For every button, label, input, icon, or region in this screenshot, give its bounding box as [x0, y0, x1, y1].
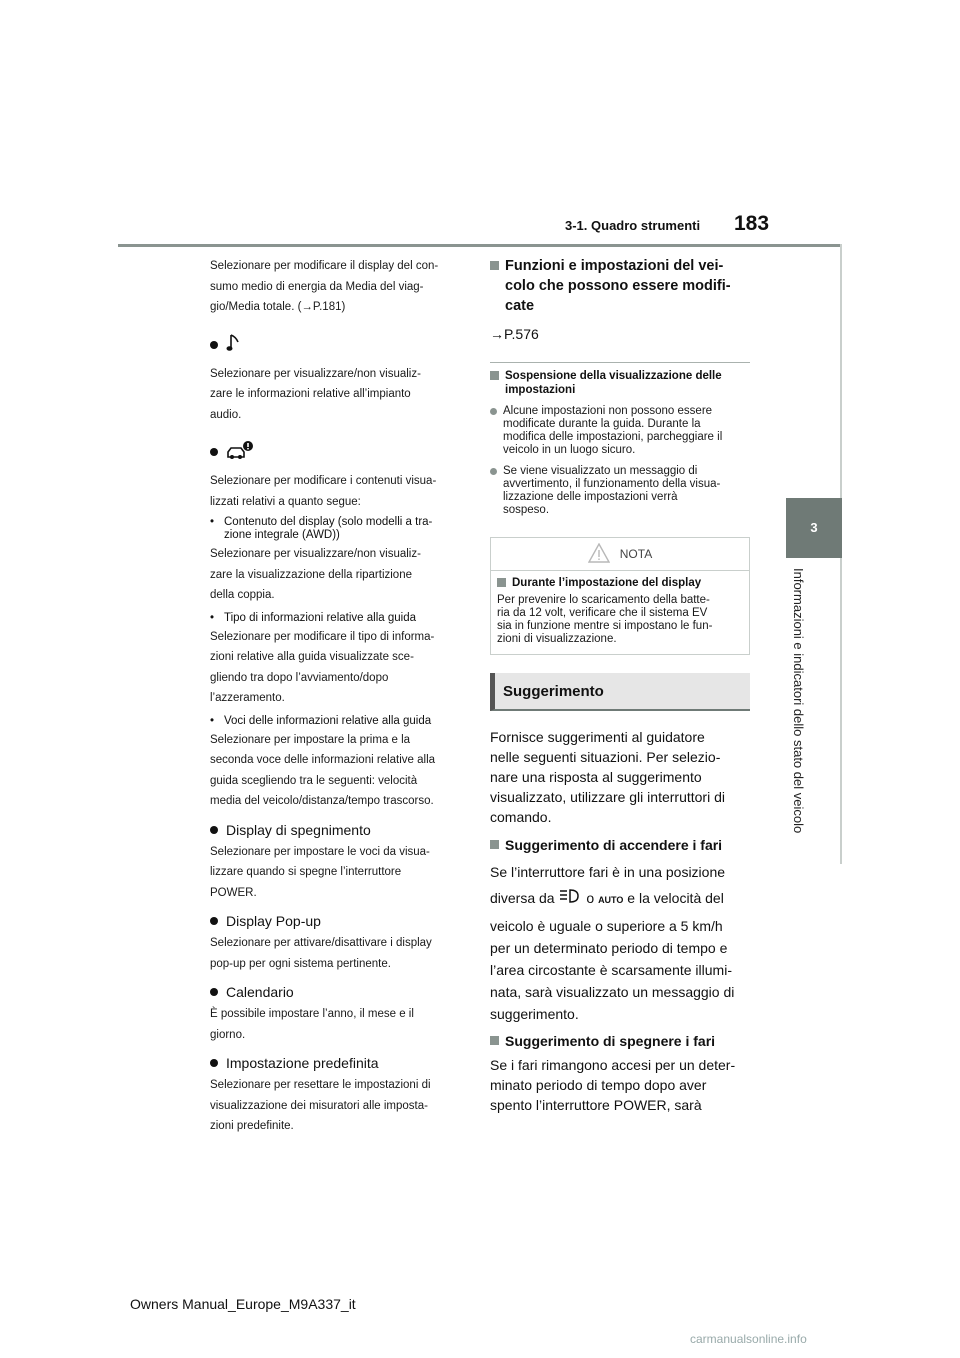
- paragraph: [210, 933, 470, 974]
- text-line: giorno.: [210, 1028, 246, 1041]
- paragraph: [210, 730, 470, 812]
- text-line: nelle seguenti situazioni. Per selezio-: [490, 749, 721, 765]
- left-column: [210, 256, 470, 1137]
- bullet-audio: [210, 332, 470, 358]
- text-line: lizzazione delle impostazioni verrà: [503, 491, 678, 503]
- paragraph: [210, 364, 470, 426]
- nota-body: [491, 571, 749, 654]
- heading: [490, 256, 750, 316]
- text-line: veicolo è uguale o superiore a 5 km/h: [490, 918, 723, 935]
- divider: [490, 362, 750, 363]
- text-line: modifica delle impostazioni, parcheggiare il: [503, 431, 723, 443]
- bullet-item: [210, 822, 470, 838]
- chapter-label: Informazioni e indicatori dello stato del veicolo: [791, 568, 806, 834]
- text-line: Selezionare per modificare il tipo di informa-: [210, 630, 435, 643]
- bullet-dot: [490, 408, 497, 415]
- nota-header: [491, 538, 749, 571]
- paragraph: [490, 861, 750, 1025]
- text-line: avvertimento, il funzionamento della visua-: [503, 478, 721, 490]
- chapter-tab: 3: [786, 498, 842, 558]
- text-line: nare una risposta al suggerimento: [490, 769, 702, 785]
- text-line: sia in funzione mentre si impostano le fun-: [497, 620, 713, 632]
- text-line: media del veicolo/distanza/tempo trascorso.: [210, 795, 434, 807]
- text-line: Selezionare per visualizzare/non visualiz-: [210, 548, 421, 560]
- sub-bullet: [210, 516, 470, 542]
- text-line: lizzare quando si spegne l’interruttore: [210, 866, 402, 878]
- text-line: Suggerimento di accendere i fari: [505, 837, 723, 853]
- warning-triangle-icon: [588, 543, 610, 566]
- text-line: Alcune impostazioni non possono essere: [503, 405, 713, 417]
- text-line: colo che possono essere modifi-: [505, 278, 731, 294]
- text-line: spento l’interruttore POWER, sarà: [490, 1097, 702, 1114]
- nota-heading: [497, 576, 743, 590]
- text-line: Tipo di informazioni relative alla guida: [224, 611, 416, 624]
- note-item: [490, 405, 750, 457]
- paragraph: [490, 727, 750, 827]
- heading-marker: [490, 261, 499, 270]
- text-line: zioni di visualizzazione.: [497, 633, 617, 645]
- text-line: Selezionare per impostare le voci da visua-: [210, 845, 430, 858]
- sub-bullet-mark: •: [210, 611, 215, 624]
- text-line: lizzati relativi a quanto segue:: [210, 495, 361, 508]
- text-line: impostazioni: [505, 384, 576, 396]
- text-line: Per prevenire lo scaricamento della batte-: [497, 594, 710, 606]
- text-line: modificate durante la guida. Durante la: [503, 418, 701, 430]
- text-line: veicolo in un luogo sicuro.: [503, 444, 636, 456]
- bullet-dot: [210, 448, 218, 456]
- text-line: visualizzazione dei misuratori alle imposta-: [210, 1099, 428, 1112]
- page-number: 183: [734, 212, 770, 235]
- paragraph: [210, 1075, 470, 1137]
- bullet-item: [210, 984, 470, 1000]
- sub-bullet-mark: •: [210, 516, 215, 528]
- bullet-vehicle: [210, 439, 470, 465]
- bullet-label: Impostazione predefinita: [226, 1055, 379, 1071]
- text-line: Funzioni e impostazioni del vei-: [505, 258, 724, 274]
- text-line: Selezionare per modificare i contenuti visua-: [210, 475, 437, 487]
- bullet-label: Calendario: [226, 984, 294, 1000]
- text-line: della coppia.: [210, 589, 275, 601]
- heading: [490, 835, 750, 855]
- paragraph: [210, 471, 470, 512]
- text-line: Se i fari rimangono accesi per un deter-: [490, 1057, 736, 1074]
- text-line: zioni predefinite.: [210, 1120, 294, 1132]
- text-line: gliendo tra dopo l’avviamento/dopo: [210, 671, 389, 684]
- bullet-dot: [210, 917, 218, 925]
- car-info-icon: [226, 440, 254, 465]
- header-rule: [118, 244, 842, 247]
- text-line: zioni relative alla guida visualizzate sce-: [210, 651, 414, 663]
- nota-box: [490, 537, 750, 655]
- text-line: Suggerimento di spegnere i fari: [505, 1033, 716, 1050]
- text-line: sumo medio di energia da Media del viag-: [210, 280, 424, 293]
- text-line: Sospensione della visualizzazione delle: [505, 370, 722, 382]
- paragraph: [210, 842, 470, 904]
- heading-marker: [490, 371, 499, 380]
- heading-marker: [497, 578, 506, 587]
- text-line: guida scegliendo tra le seguenti: velocità: [210, 774, 418, 787]
- nota-text: [497, 594, 743, 646]
- text-line: l’azzeramento.: [210, 692, 285, 704]
- text-line-with-icons: [490, 887, 750, 911]
- paragraph: [210, 256, 470, 318]
- text-line: zare la visualizzazione della ripartizione: [210, 568, 412, 581]
- bullet-item: [210, 913, 470, 929]
- text-line: Fornisce suggerimenti al guidatore: [490, 729, 705, 745]
- note-item: [490, 465, 750, 517]
- suggerimento-header: Suggerimento: [490, 673, 750, 711]
- headlight-icon: [558, 887, 582, 911]
- bullet-item: [210, 1055, 470, 1071]
- text-line: visualizzato, utilizzare gli interruttori di: [490, 789, 725, 805]
- paragraph: [490, 1055, 750, 1115]
- subheading: [490, 369, 750, 397]
- bullet-label: Display Pop-up: [226, 913, 321, 929]
- text-fragment: o: [586, 890, 595, 906]
- watermark: carmanualsonline.info: [690, 1332, 807, 1346]
- text-line: nata, sarà visualizzato un messaggio di: [490, 984, 735, 1001]
- text-line: suggerimento.: [490, 1006, 579, 1023]
- heading: [490, 1031, 750, 1051]
- footer-text: Owners Manual_Europe_M9A337_it: [130, 1296, 356, 1312]
- text-line: Selezionare per modificare il display del con-: [210, 260, 439, 272]
- text-line: zione integrale (AWD)): [224, 529, 340, 541]
- text-line: cate: [505, 298, 535, 314]
- text-line: Se viene visualizzato un messaggio di: [503, 465, 698, 477]
- sub-bullet: [210, 612, 470, 625]
- text-line: ria da 12 volt, verificare che il sistema EV: [497, 607, 708, 619]
- text-line: Durante l’impostazione del display: [512, 577, 702, 589]
- bullet-dot: [490, 468, 497, 475]
- bullet-dot: [210, 826, 218, 834]
- text-line: Contenuto del display (solo modelli a tra-: [224, 516, 433, 528]
- bullet-label: Display di spegnimento: [226, 821, 371, 838]
- heading-marker: [490, 840, 499, 849]
- nota-label: NOTA: [619, 547, 653, 561]
- heading-marker: [490, 1036, 499, 1045]
- text-fragment: e la velocità del: [627, 890, 724, 906]
- text-line: comando.: [490, 809, 552, 825]
- sub-bullet-mark: •: [210, 714, 215, 727]
- text-line: Voci delle informazioni relative alla guida: [224, 714, 432, 727]
- text-line: POWER.: [210, 886, 257, 899]
- text-line: zare le informazioni relative all’impianto: [210, 388, 411, 400]
- text-line: l’area circostante è scarsamente illumi-: [490, 962, 732, 979]
- text-fragment: diversa da: [490, 890, 555, 906]
- music-note-icon: [226, 333, 242, 356]
- text-line: audio.: [210, 408, 242, 421]
- text-line: pop-up per ogni sistema pertinente.: [210, 957, 391, 970]
- page-reference: →P.576: [490, 326, 539, 342]
- section-title: 3-1. Quadro strumenti: [565, 218, 701, 233]
- text-line: Selezionare per attivare/disattivare i display: [210, 937, 432, 949]
- bullet-dot: [210, 1059, 218, 1067]
- text-line: Selezionare per visualizzare/non visualiz-: [210, 367, 421, 380]
- sub-bullet: [210, 715, 470, 728]
- right-column: [490, 256, 750, 1115]
- text-line: per un determinato periodo di tempo e: [490, 940, 728, 957]
- text-line: sospeso.: [503, 504, 550, 516]
- text-line: Selezionare per impostare la prima e la: [210, 733, 411, 746]
- bullet-dot: [210, 988, 218, 996]
- paragraph: [210, 1004, 470, 1045]
- text-line: È possibile impostare l’anno, il mese e il: [210, 1008, 414, 1020]
- bullet-dot: [210, 341, 218, 349]
- text-line: minato periodo di tempo dopo aver: [490, 1077, 707, 1094]
- paragraph: [210, 544, 470, 606]
- text-line: gio/Media totale. (→P.181): [210, 301, 346, 313]
- text-line: seconda voce delle informazioni relative alla: [210, 754, 436, 766]
- text-line: Selezionare per resettare le impostazioni di: [210, 1079, 431, 1091]
- text-line: Se l’interruttore fari è in una posizione: [490, 864, 726, 880]
- auto-symbol: AUTO: [598, 895, 624, 905]
- paragraph: [210, 627, 470, 709]
